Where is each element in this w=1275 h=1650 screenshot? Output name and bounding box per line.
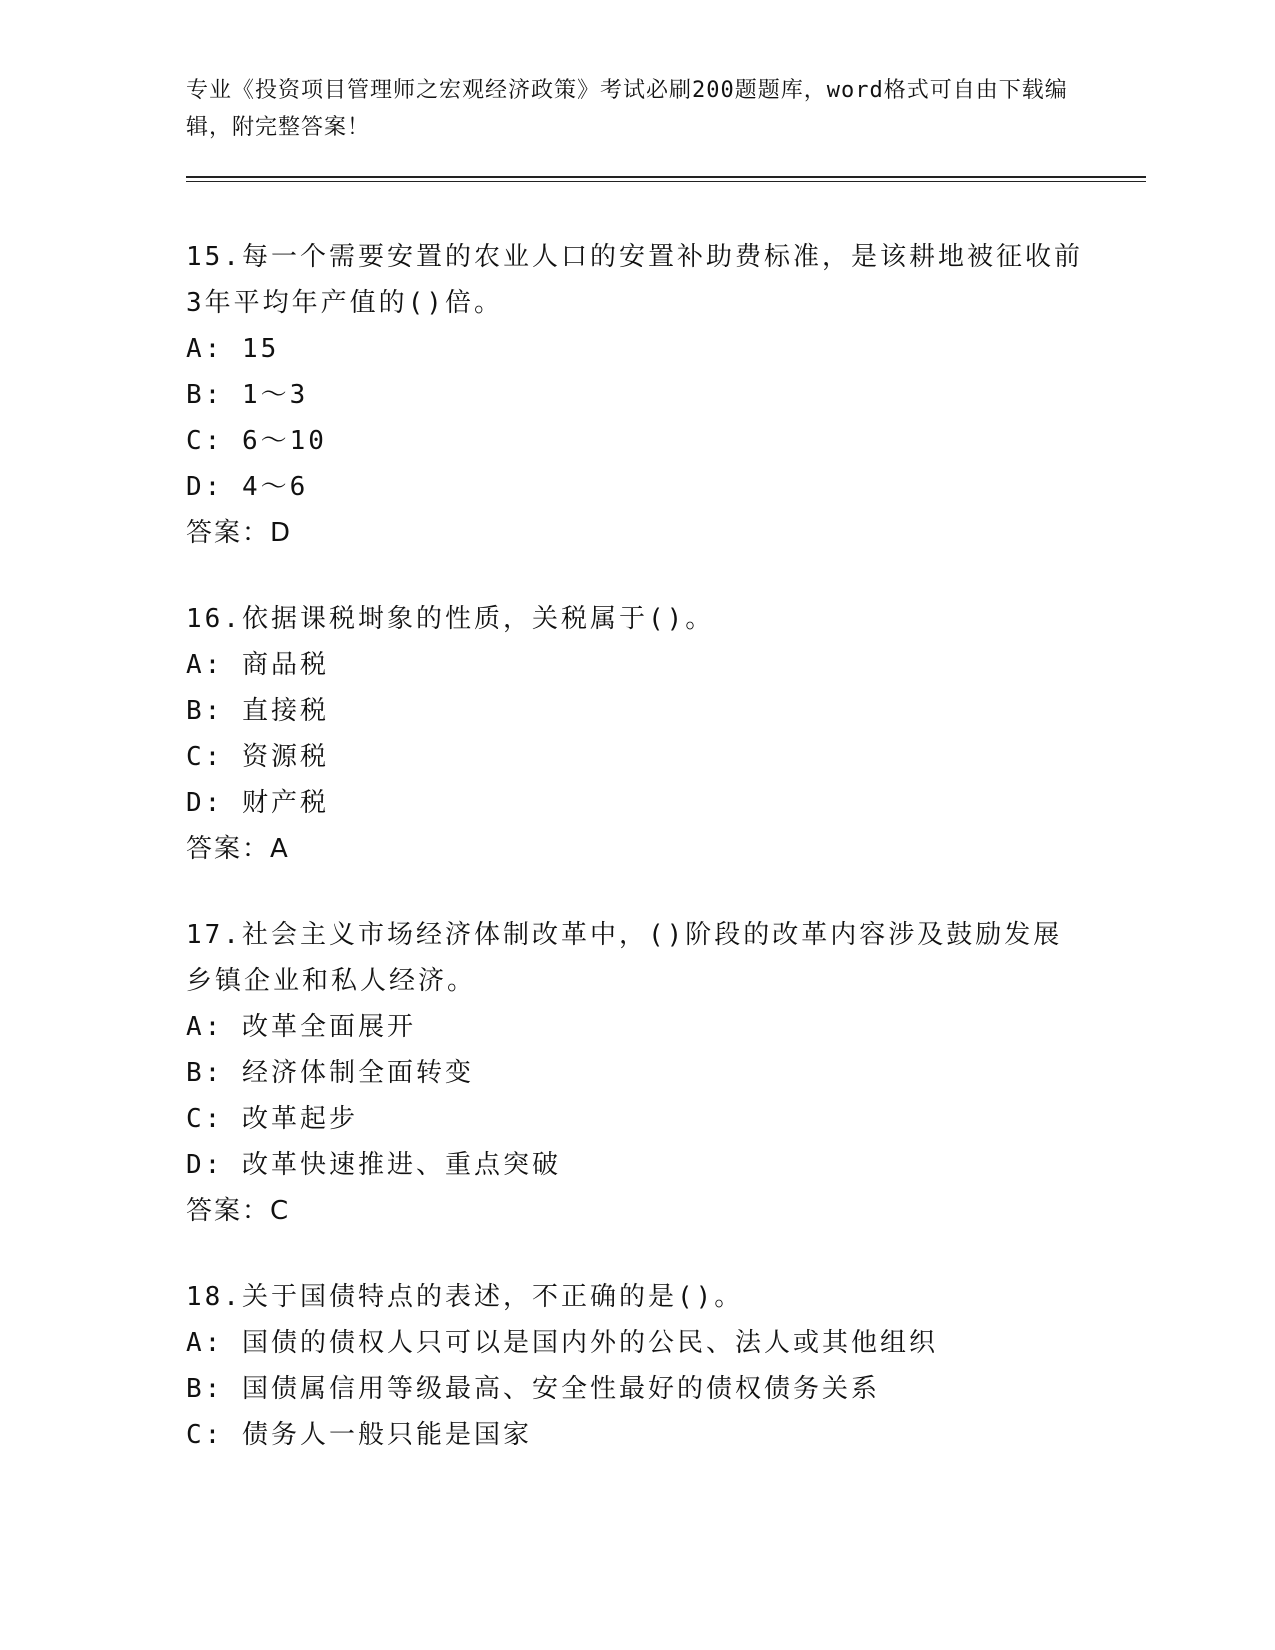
question-list [186,234,1086,1498]
option-c: C: 6～10 [186,426,327,456]
question-stem: 17.社会主义市场经济体制改革中，()阶段的改革内容涉及鼓励发展乡镇企业和私人经济。 [186,920,1063,996]
option-a: A: 商品税 [186,650,329,680]
option-a: A: 国债的债权人只可以是国内外的公民、法人或其他组织 [186,1328,938,1358]
header-divider-thin [186,181,1146,182]
option-d: D: 改革快速推进、重点突破 [186,1150,561,1180]
question-17 [186,912,1086,1234]
question-stem: 18.关于国债特点的表述，不正确的是()。 [186,1282,744,1312]
option-d: D: 4～6 [186,472,309,502]
question-18 [186,1274,1086,1458]
option-c: C: 资源税 [186,742,329,772]
option-c: C: 债务人一般只能是国家 [186,1420,532,1450]
question-stem: 15.每一个需要安置的农业人口的安置补助费标准，是该耕地被征收前3年平均年产值的()倍。 [186,242,1083,318]
option-a: A: 15 [186,334,280,364]
option-d: D: 财产税 [186,788,329,818]
option-a: A: 改革全面展开 [186,1012,416,1042]
option-b: B: 经济体制全面转变 [186,1058,474,1088]
question-16 [186,596,1086,872]
answer: 答案：C [186,1196,291,1226]
option-c: C: 改革起步 [186,1104,358,1134]
header-divider-thick [186,176,1146,178]
question-stem: 16.依据课税埘象的性质，关税属于()。 [186,604,715,634]
option-b: B: 直接税 [186,696,329,726]
answer: 答案：A [186,834,290,864]
document-header: 专业《投资项目管理师之宏观经济政策》考试必刷200题题库，word格式可自由下载编辑，附完整答案！ [186,78,1068,140]
answer: 答案：D [186,518,293,548]
option-b: B: 1～3 [186,380,309,410]
question-15 [186,234,1086,556]
option-b: B: 国债属信用等级最高、安全性最好的债权债务关系 [186,1374,880,1404]
